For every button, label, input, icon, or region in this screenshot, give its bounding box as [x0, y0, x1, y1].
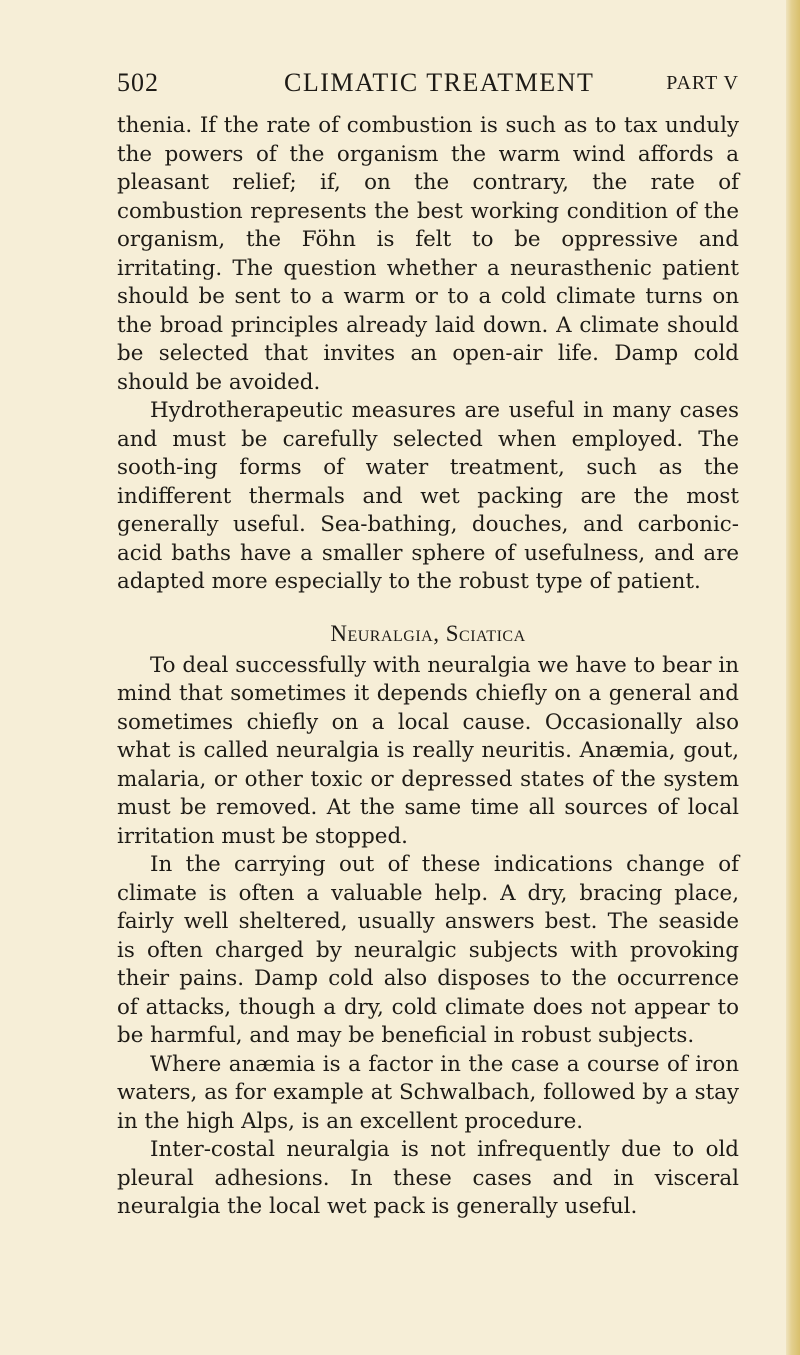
- page-number: 502: [117, 68, 159, 97]
- paragraph-neuralgia-intro: To deal successfully with neuralgia we have to bear in mind that sometimes it depends chiefly on a general and sometimes chiefly on a local cause. Occasionally also what is called neuralgia is really neuritis. Anæmia, gout, malaria, or other toxic or depressed states of the system must be removed. At the same time all sources of local irritation must be stopped.: [117, 652, 739, 849]
- part-label: PART V: [666, 72, 739, 94]
- page-edge: [786, 0, 800, 1355]
- paragraph-inter-costal: Inter-costal neuralgia is not infrequently due to old pleural adhesions. In these cases and in visceral neuralgia the local wet pack is generally useful.: [117, 1137, 739, 1219]
- section-heading: Neuralgia, Sciatica: [330, 620, 526, 646]
- paragraph-continuation: thenia. If the rate of combustion is such as to tax unduly the powers of the organism the warm wind affords a pleasant relief; if, on the contrary, the rate of combustion represents the best working condition of the organism, the Föhn is felt to be oppressive and irritating. The question whether a neurasthenic patient should be sent to a warm or to a cold climate turns on the broad principles already laid down. A climate should be selected that invites an open-air life. Damp cold should be avoided.: [117, 113, 739, 395]
- paragraph-climate-change: In the carrying out of these indications change of climate is often a valuable help. A dry, bracing place, fairly well sheltered, usually answers best. The seaside is often charged by neuralgic subjects with provoking their pains. Damp cold also disposes to the occurrence of attacks, though a dry, cold climate does not appear to be harmful, and may be beneficial in robust subjects.: [117, 852, 739, 1048]
- paragraph-hydrotherapy: Hydrotherapeutic measures are useful in many cases and must be carefully selected when employed. The sooth-ing forms of water treatment, such as the indifferent thermals and wet packing are the most generally useful. Sea-bathing, douches, and carbonic-acid baths have a smaller sphere of usefulness, and are adapted more especially to the robust type of patient.: [117, 398, 739, 594]
- body-text: [117, 112, 739, 1222]
- paragraph-anaemia: Where anæmia is a factor in the case a course of iron waters, as for example at Schwalbach, followed by a stay in the high Alps, is an excellent procedure.: [117, 1051, 739, 1134]
- running-header: [117, 68, 739, 102]
- running-title: CLIMATIC TREATMENT: [284, 68, 595, 97]
